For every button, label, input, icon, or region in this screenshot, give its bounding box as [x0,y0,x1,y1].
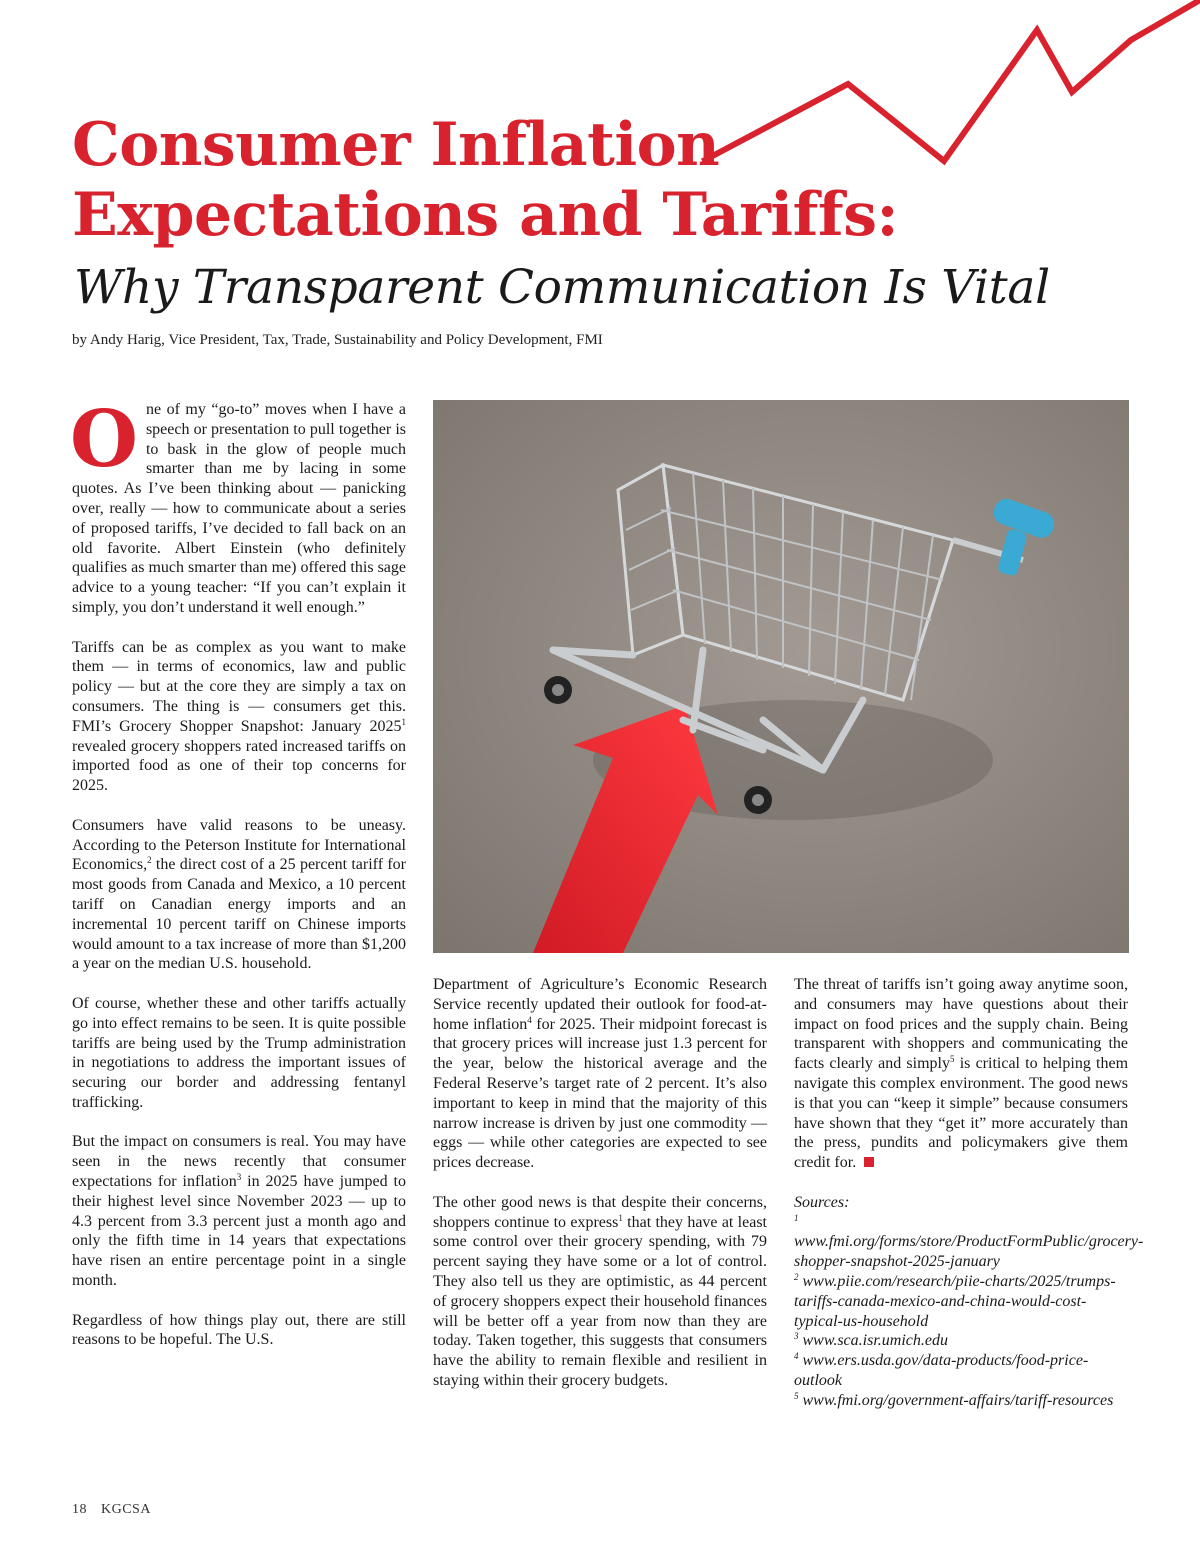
paragraph-2-text-b: revealed grocery shoppers rated increased tariffs on imported food as one of their top concerns for 2025. [72,737,406,795]
article-title-line-2: Expectations and Tariffs: [72,180,899,250]
footnote-ref-2: 2 [147,855,152,866]
paragraph-3-text-b: the direct cost of a 25 percent tariff for most goods from Canada and Mexico, a 10 percent tariff on Canadian energy imports and an incremental 10 percent tariff on Chinese imports would amount to a tax increase of more than $1,200 a year on the median U.S. household. [72,856,406,973]
paragraph-9-text-b: is critical to helping them navigate this complex environment. The good news is that you can “keep it simple” because consumers have shown that they “get it” more accurately than the press, pundits and policymakers give them credit for. [794,1055,1129,1172]
source-item [794,1272,1128,1331]
paragraph-5-text-a: But the impact on consumers is real. You may have seen in the news recently that consumer expectations for inflation [72,1133,406,1191]
paragraph-8-text-b: that they have at least some control over their grocery spending, with 79 percent saying they have some or a lot of control. They also tell us they are optimistic, as 44 percent of grocery shoppers expect their household finances will be better off a year from now than they are today. Taken together, this suggests that consumers have the ability to remain flexible and resilient in staying within their grocery budgets. [433,1213,768,1389]
paragraph-2 [72,638,406,796]
paragraph-1 [70,394,406,618]
source-link[interactable]: www.piie.com/research/piie-charts/2025/trumps-tariffs-canada-mexico-and-china-would-cost-typical-us-household [794,1272,1116,1330]
source-link[interactable]: www.fmi.org/government-affairs/tariff-resources [802,1391,1114,1409]
paragraph-3 [72,816,406,974]
article-title [72,110,1072,250]
paragraph-6: Regardless of how things play out, there are still reasons to be hopeful. The U.S. [72,1311,406,1349]
footnote-ref-3: 3 [236,1172,242,1183]
footnote-ref-5: 5 [950,1054,955,1065]
source-link[interactable]: www.ers.usda.gov/data-products/food-price-outlook [794,1352,1089,1389]
article-subtitle: Why Transparent Communication Is Vital [74,260,1050,315]
drop-cap: O [70,394,138,485]
sources-list [794,1193,1144,1411]
column-1 [70,394,406,1370]
end-of-article-square-icon [864,1157,874,1167]
source-item [794,1391,1128,1411]
paragraph-7-text-b: for 2025. Their midpoint forecast is that grocery prices will increase just 1.3 percent for the year, below the historical average and the Federal Reserve’s target rate of 2 percent. It’s also important to keep in mind that the majority of this narrow increase is driven by just one commodity — eggs — while other categories are expected to see prices decrease. [433,1015,767,1172]
source-number: 3 [794,1331,799,1342]
source-item [794,1351,1128,1391]
paragraph-3-text-a: Consumers have valid reasons to be uneasy. According to the Peterson Institute for International Economics, [72,816,406,874]
paragraph-8-text-a: The other good news is that despite their concerns, shoppers continue to express [433,1193,767,1231]
source-item [794,1331,1128,1351]
column-2 [433,975,767,1411]
footnote-ref-1b: 1 [618,1212,623,1223]
paragraph-5-text-b: in 2025 have jumped to their highest level since November 2023 — up to 4.3 percent from 3.3 percent just a month ago and only the fifth time in 14 years that expectations have risen an entire percentage point in a single month. [72,1173,406,1290]
paragraph-1-text: ne of my “go-to” moves when I have a speech or presentation to pull together is to bask in the glow of people much smarter than me by lacing in some quotes. As I’ve been thinking about — panicking over, really — how to communicate about a series of proposed tariffs, I’ve decided to fall back on an old favorite. Albert Einstein (who definitely qualifies as much smarter than me) offered this sage advice to a young teacher: “If you can’t explain it simply, you don’t understand it well enough.” [72,401,406,616]
column-3 [794,975,1144,1411]
paragraph-5 [72,1132,406,1290]
shopping-cart-photo [433,400,1129,953]
paragraph-2-text-a: Tariffs can be as complex as you want to make them — in terms of economics, law and public policy — but at the core they are simply a tax on consumers. The thing is — consumers get this. FMI’s Grocery Shopper Snapshot: January 2025 [72,638,406,735]
byline: by Andy Harig, Vice President, Tax, Trade, Sustainability and Policy Development, FMI [72,332,603,348]
paragraph-7 [433,975,767,1173]
source-number: 2 [794,1271,799,1282]
source-link[interactable]: www.sca.isr.umich.edu [802,1332,948,1350]
article-title-line-1: Consumer Inflation [72,110,720,180]
source-number: 5 [794,1390,799,1401]
page-number: 18 [72,1502,87,1517]
source-item [794,1212,1144,1272]
source-number: 4 [794,1351,799,1362]
page-footer [72,1502,165,1518]
footnote-ref-4: 4 [527,1014,532,1025]
paragraph-9-text-a: The threat of tariffs isn’t going away anytime soon, and consumers may have questions about their impact on food prices and the supply chain. Being transparent with shoppers and communicating the facts clearly and simply [794,976,1128,1073]
source-number: 1 [794,1212,799,1223]
source-link[interactable]: www.fmi.org/forms/store/ProductFormPublic/grocery-shopper-snapshot-2025-january [794,1233,1144,1271]
paragraph-7-text-a: Department of Agriculture’s Economic Research Service recently updated their outlook for food-at-home inflation [433,976,767,1033]
paragraph-9 [794,975,1128,1173]
footnote-ref-1: 1 [401,716,406,727]
paragraph-8 [433,1193,767,1391]
publication-name: KGCSA [101,1502,151,1517]
sources-heading: Sources: [794,1193,850,1211]
shopping-cart-illustration [433,400,1129,953]
paragraph-4: Of course, whether these and other tariffs actually go into effect remains to be seen. It is quite possible tariffs are being used by the Trump administration in negotiations to address the important issues of securing our border and addressing fentanyl trafficking. [72,994,406,1111]
